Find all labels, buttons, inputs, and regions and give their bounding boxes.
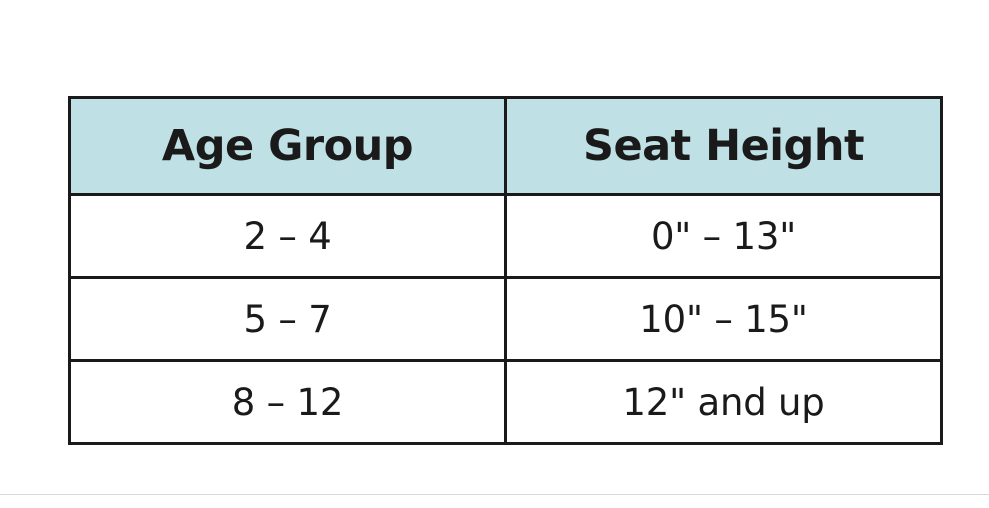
table-body bbox=[70, 195, 942, 444]
table-header-row bbox=[70, 98, 942, 195]
size-chart-table bbox=[68, 96, 943, 445]
cell-age-group: 5 – 7 bbox=[70, 278, 506, 361]
table-row bbox=[70, 195, 942, 278]
table-header bbox=[70, 98, 942, 195]
cell-age-group: 8 – 12 bbox=[70, 361, 506, 444]
column-header-age-group: Age Group bbox=[70, 98, 506, 195]
bottom-divider bbox=[0, 494, 989, 495]
table-row bbox=[70, 278, 942, 361]
column-header-seat-height: Seat Height bbox=[506, 98, 942, 195]
cell-seat-height: 10" – 15" bbox=[506, 278, 942, 361]
cell-seat-height: 0" – 13" bbox=[506, 195, 942, 278]
size-chart-table-container bbox=[68, 96, 940, 445]
table-row bbox=[70, 361, 942, 444]
cell-seat-height: 12" and up bbox=[506, 361, 942, 444]
cell-age-group: 2 – 4 bbox=[70, 195, 506, 278]
